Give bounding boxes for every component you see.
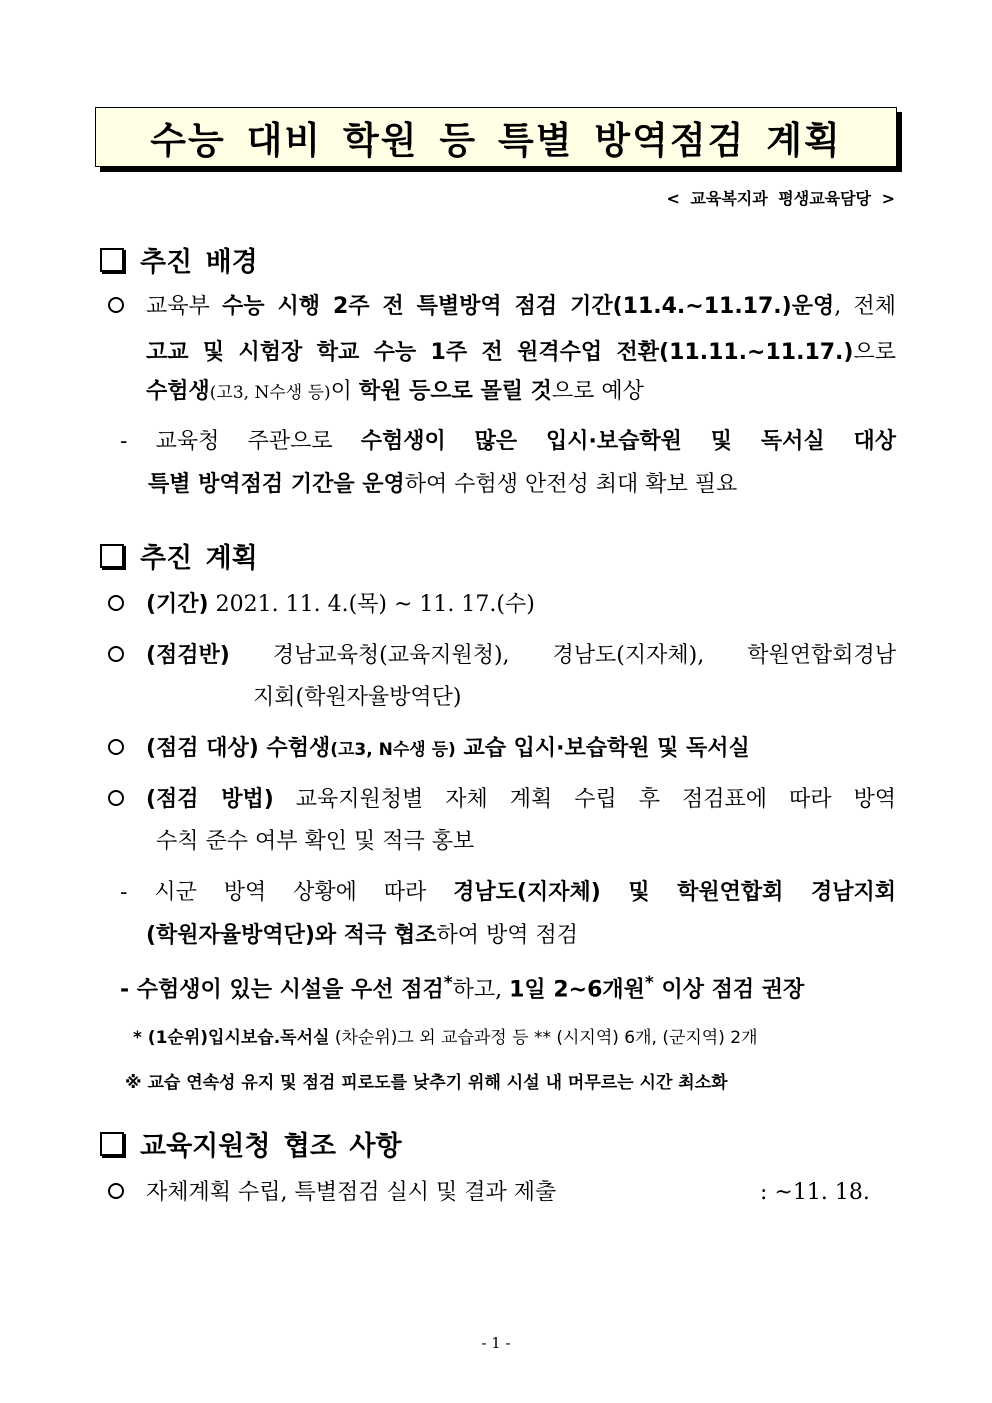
background-p1-line1: 교육부 수능 시행 2주 전 특별방역 점검 기간(11.4.~11.17.)운영, 전체 — [146, 294, 897, 319]
section-heading-plan: 추진 계획 — [100, 536, 258, 575]
plan-coop-line2: (학원자율방역단)와 적극 협조하여 방역 점검 — [146, 923, 578, 948]
plan-priority: - 수험생이 있는 시설을 우선 점검*하고, 1일 2~6개원* 이상 점검 권장 — [120, 973, 805, 1003]
background-p1-line3: 수험생(고3, N수생 등)이 학원 등으로 몰릴 것으로 예상 — [146, 379, 644, 404]
checkbox-square-icon — [100, 248, 124, 272]
department-label: < 교육복지과 평생교육담당 > — [666, 189, 895, 208]
checkbox-square-icon — [100, 1132, 124, 1156]
section-heading-request: 교육지원청 협조 사항 — [100, 1124, 402, 1163]
request-deadline: : ~11. 18. — [760, 1180, 870, 1205]
bullet-circle-icon — [108, 594, 124, 616]
background-p2-line1: - 교육청 주관으로 수험생이 많은 입시·보습학원 및 독서실 대상 — [120, 429, 896, 454]
bullet-circle-icon — [108, 645, 124, 667]
bullet-circle-icon — [108, 296, 124, 318]
plan-target: (점검 대상) 수험생(고3, N수생 등) 교습 입시·보습학원 및 독서실 — [146, 736, 750, 761]
page-title: 수능 대비 학원 등 특별 방역점검 계획 — [95, 107, 897, 167]
background-p1-line2: 고교 및 시험장 학교 수능 1주 전 원격수업 전환(11.11.~11.17.)으로 — [146, 340, 896, 365]
request-item: 자체계획 수립, 특별점검 실시 및 결과 제출 — [146, 1180, 557, 1205]
plan-team-line1: (점검반) 경남교육청(교육지원청), 경남도(지자체), 학원연합회경남 — [146, 643, 896, 668]
plan-footnote: * (1순위)입시보습.독서실 (차순위)그 외 교습과정 등 ** (시지역) 6개, (군지역) 2개 — [133, 1028, 758, 1048]
bullet-circle-icon — [108, 1182, 124, 1204]
plan-remark: ※ 교습 연속성 유지 및 점검 피로도를 낮추기 위해 시설 내 머무르는 시간 최소화 — [125, 1073, 728, 1093]
bullet-circle-icon — [108, 789, 124, 811]
section-heading-background: 추진 배경 — [100, 240, 258, 279]
bullet-circle-icon — [108, 738, 124, 760]
checkbox-square-icon — [100, 544, 124, 568]
page-number: - 1 - — [481, 1334, 511, 1352]
plan-team-line2: 지회(학원자율방역단) — [253, 685, 462, 710]
plan-period: (기간) 2021. 11. 4.(목) ~ 11. 17.(수) — [146, 592, 535, 617]
background-p2-line2: 특별 방역점검 기간을 운영하여 수험생 안전성 최대 확보 필요 — [148, 472, 738, 497]
plan-method-line1: (점검 방법) 교육지원청별 자체 계획 수립 후 점검표에 따라 방역 — [146, 787, 896, 812]
plan-method-line2: 수칙 준수 여부 확인 및 적극 홍보 — [156, 829, 475, 854]
plan-coop-line1: - 시군 방역 상황에 따라 경남도(지자체) 및 학원연합회 경남지회 — [120, 880, 896, 905]
